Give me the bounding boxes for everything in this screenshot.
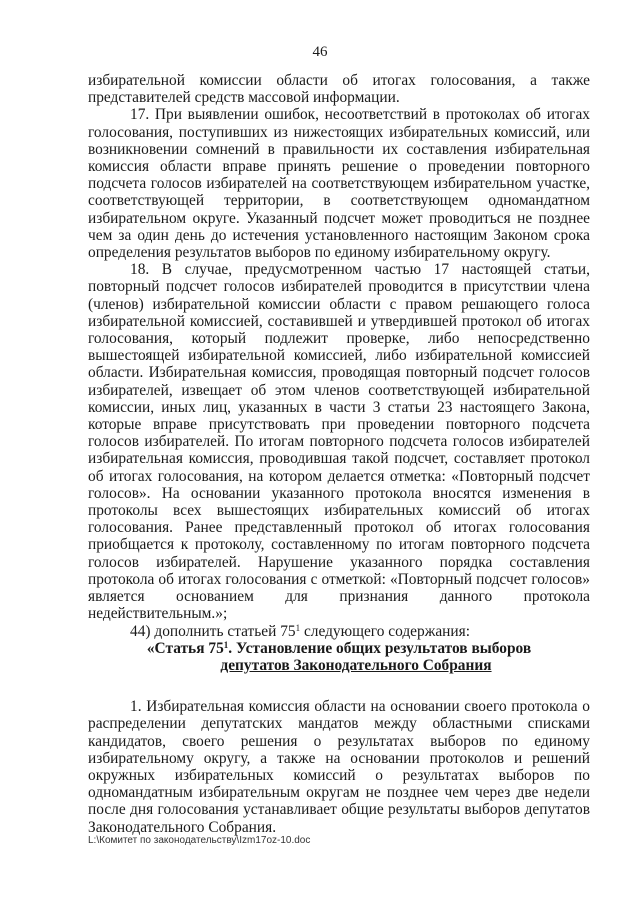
- article-heading-title: «Статья 75: [146, 639, 224, 657]
- article-heading-sup: 1: [223, 639, 229, 650]
- article-paragraph-1: 1. Избирательная комиссия области на основании своего протокола о распределении депутатских мандатов между областными списками кандидатов, своего решения о результатах выборов по единому избирательному округу, а также на основании протоколов и решений окружных избирательных комиссий о результатах выборов по одномандатным избирательным округам не позднее чем через две недели после дня голосования устанавливает общие результаты выборов депутатов Законодательного Собрания.: [88, 698, 590, 836]
- article-heading-line1: [88, 640, 590, 657]
- amendment-text: 44) дополнить статьей 75: [130, 622, 296, 640]
- article-heading-rest: . Установление общих результатов выборов: [228, 639, 532, 657]
- document-body: [88, 72, 590, 836]
- paragraph-continuation: избирательной комиссии области об итогах голосования, а также представителей средств массовой информации.: [88, 72, 590, 107]
- amendment-sup: 1: [295, 622, 301, 633]
- amendment-item-44: [88, 623, 590, 640]
- article-heading: [88, 640, 590, 674]
- amendment-text-end: следующего содержания:: [300, 622, 470, 640]
- paragraph-17: 17. При выявлении ошибок, несоответствий в протоколах об итогах голосования, поступивших из нижестоящих избирательных комиссий, или возникновении сомнений в правильности их составления избирательная комиссия области вправе принять решение о проведении повторного подсчета голосов избирателей на соответствующем избирательном участке, соответствующей территории, в соответствующем одномандатном избирательном округе. Указанный подсчет может проводиться не позднее чем за один день до истечения установленного настоящим Законом срока определения результатов выборов по единому избирательному округу.: [88, 106, 590, 262]
- paragraph-18: 18. В случае, предусмотренном частью 17 настоящей статьи, повторный подсчет голосов избирателей проводится в присутствии члена (членов) избирательной комиссии области с правом решающего голоса избирательной комиссией, составившей и утвердившей протокол об итогах голосования, который подлежит проверке, либо непосредственно вышестоящей избирательной комиссией, либо избирательной комиссией области. Избирательная комиссия, проводящая повторный подсчет голосов избирателей, извещает об этом членов соответствующей избирательной комиссии, иных лиц, указанных в части 3 статьи 23 настоящего Закона, которые вправе присутствовать при проведении повторного подсчета голосов избирателей. По итогам повторного подсчета голосов избирателей избирательная комиссия, проводившая такой подсчет, составляет протокол об итогах голосования, на котором делается отметка: «Повторный подсчет голосов». На основании указанного протокола вносятся изменения в протоколы всех вышестоящих избирательных комиссий об итогах голосования. Ранее представленный протокол об итогах голосования приобщается к протоколу, составленному по итогам повторного подсчета голосов избирателей. Нарушение указанного порядка составления протокола об итогах голосования с отметкой: «Повторный подсчет голосов» является основанием для признания данного протокола недействительным.»;: [88, 261, 590, 623]
- article-heading-line2: депутатов Законодательного Собрания: [220, 656, 492, 674]
- footer-file-path: L:\Комитет по законодательству\Izm17oz-10.doc: [88, 835, 311, 846]
- page-number: 46: [312, 44, 328, 60]
